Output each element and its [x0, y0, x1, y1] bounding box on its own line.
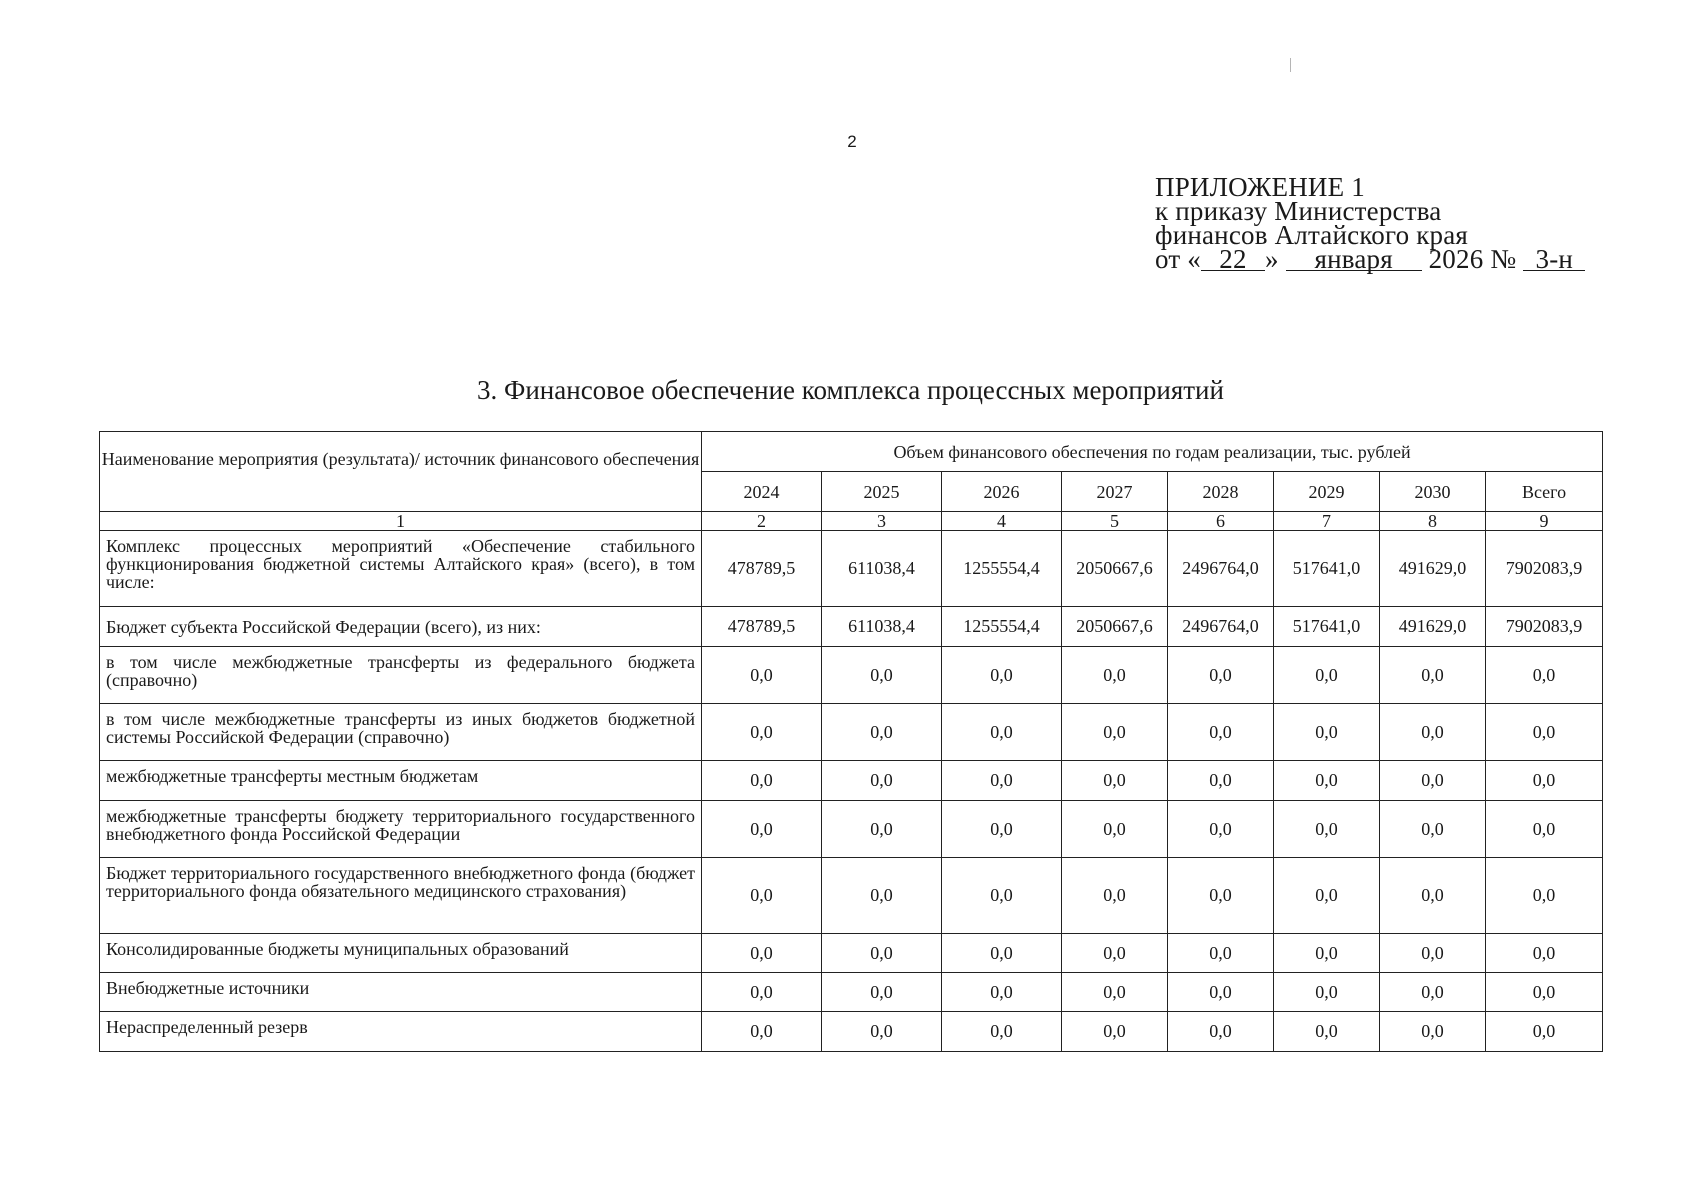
row-name: межбюджетные трансферты местным бюджетам: [100, 761, 702, 801]
column-number: 5: [1062, 512, 1168, 531]
row-name: Консолидированные бюджеты муниципальных образований: [100, 934, 702, 973]
cell-value: 0,0: [1486, 801, 1603, 858]
cell-value: 0,0: [1380, 934, 1486, 973]
row-name: в том числе межбюджетные трансферты из федерального бюджета (справочно): [100, 647, 702, 704]
cell-value: 0,0: [1062, 973, 1168, 1012]
annex-month: января: [1286, 248, 1422, 271]
cell-value: 0,0: [942, 761, 1062, 801]
table-row: [100, 607, 1603, 647]
cell-value: 1255554,4: [942, 607, 1062, 647]
row-name: Бюджет субъекта Российской Федерации (всего), из них:: [100, 607, 702, 647]
cell-value: 0,0: [942, 858, 1062, 934]
cell-value: 0,0: [1274, 973, 1380, 1012]
annex-date-line: [1155, 244, 1585, 274]
cell-value: 0,0: [822, 934, 942, 973]
column-number-row: [100, 512, 1603, 531]
cell-value: 0,0: [1486, 934, 1603, 973]
cell-value: 0,0: [822, 647, 942, 704]
cell-value: 0,0: [942, 973, 1062, 1012]
cell-value: 0,0: [1274, 801, 1380, 858]
cell-value: 0,0: [1062, 801, 1168, 858]
annex-line-2: финансов Алтайского края: [1155, 220, 1469, 250]
cell-value: 0,0: [1168, 934, 1274, 973]
cell-value: 0,0: [1486, 761, 1603, 801]
cell-value: 0,0: [1380, 647, 1486, 704]
cell-value: 1255554,4: [942, 531, 1062, 607]
cell-value: 478789,5: [702, 531, 822, 607]
year-header: 2028: [1168, 472, 1274, 512]
cell-value: 0,0: [1486, 858, 1603, 934]
cell-value: 0,0: [1380, 801, 1486, 858]
cell-value: 0,0: [1486, 973, 1603, 1012]
cell-value: 0,0: [822, 801, 942, 858]
cell-value: 0,0: [1274, 647, 1380, 704]
cell-value: 0,0: [1062, 934, 1168, 973]
cell-value: 0,0: [942, 1012, 1062, 1052]
cell-value: 0,0: [942, 801, 1062, 858]
cell-value: 0,0: [1168, 647, 1274, 704]
cell-value: 0,0: [1274, 858, 1380, 934]
year-header: 2027: [1062, 472, 1168, 512]
row-name: Внебюджетные источники: [100, 973, 702, 1012]
cell-value: 2496764,0: [1168, 531, 1274, 607]
table-header: [100, 432, 1603, 531]
table-row: [100, 761, 1603, 801]
annex-date-prefix: от «: [1155, 244, 1201, 274]
table-body: [100, 531, 1603, 1052]
annex-date-mid: »: [1265, 244, 1279, 274]
year-header: 2030: [1380, 472, 1486, 512]
section-title: 3. Финансовое обеспечение комплекса процессных мероприятий: [477, 375, 1224, 405]
cell-value: 7902083,9: [1486, 531, 1603, 607]
year-header: 2029: [1274, 472, 1380, 512]
cell-value: 0,0: [702, 1012, 822, 1052]
cell-value: 0,0: [702, 647, 822, 704]
cell-value: 0,0: [702, 858, 822, 934]
cell-value: 2050667,6: [1062, 531, 1168, 607]
cell-value: 0,0: [1380, 973, 1486, 1012]
annex-year-no: 2026 №: [1428, 244, 1517, 274]
cell-value: 0,0: [1168, 761, 1274, 801]
cell-value: 491629,0: [1380, 607, 1486, 647]
cell-value: 517641,0: [1274, 607, 1380, 647]
year-header: 2024: [702, 472, 822, 512]
cell-value: 478789,5: [702, 607, 822, 647]
cell-value: 0,0: [1380, 858, 1486, 934]
table-row: [100, 704, 1603, 761]
cell-value: 0,0: [702, 973, 822, 1012]
cell-value: 0,0: [822, 704, 942, 761]
cell-value: 0,0: [702, 704, 822, 761]
cell-value: 0,0: [1062, 647, 1168, 704]
cell-value: 611038,4: [822, 531, 942, 607]
cell-value: 0,0: [942, 934, 1062, 973]
cell-value: 0,0: [1168, 801, 1274, 858]
year-header: 2026: [942, 472, 1062, 512]
column-number: 2: [702, 512, 822, 531]
cell-value: 0,0: [1168, 1012, 1274, 1052]
row-name: Нераспределенный резерв: [100, 1012, 702, 1052]
header-volume-cell: Объем финансового обеспечения по годам реализации, тыс. рублей: [702, 432, 1603, 472]
cell-value: 0,0: [822, 761, 942, 801]
cell-value: 0,0: [1062, 704, 1168, 761]
row-name: Комплекс процессных мероприятий «Обеспечение стабильного функционирования бюджетной системы Алтайского края» (всего), в том числе:: [100, 531, 702, 607]
column-number: 7: [1274, 512, 1380, 531]
cell-value: 0,0: [822, 973, 942, 1012]
annex-title: ПРИЛОЖЕНИЕ 1: [1155, 172, 1365, 202]
cell-value: 0,0: [1486, 704, 1603, 761]
scan-mark: [1290, 58, 1291, 72]
annex-day: 22: [1201, 248, 1265, 271]
cell-value: 0,0: [822, 858, 942, 934]
cell-value: 0,0: [1168, 858, 1274, 934]
column-number: 9: [1486, 512, 1603, 531]
annex-block: [1155, 172, 1585, 274]
cell-value: 0,0: [702, 761, 822, 801]
table-row: [100, 858, 1603, 934]
total-header: Всего: [1486, 472, 1603, 512]
cell-value: 0,0: [1274, 761, 1380, 801]
row-name: Бюджет территориального государственного внебюджетного фонда (бюджет территориального фонда обязательного медицинского страхования): [100, 858, 702, 934]
table-row: [100, 1012, 1603, 1052]
column-number: 3: [822, 512, 942, 531]
cell-value: 0,0: [822, 1012, 942, 1052]
cell-value: 0,0: [1062, 1012, 1168, 1052]
cell-value: 0,0: [702, 934, 822, 973]
cell-value: 0,0: [1168, 704, 1274, 761]
cell-value: 0,0: [1062, 761, 1168, 801]
cell-value: 0,0: [1062, 858, 1168, 934]
column-number: 1: [100, 512, 702, 531]
cell-value: 0,0: [942, 704, 1062, 761]
header-name-cell: Наименование мероприятия (результата)/ источник финансового обеспечения: [100, 432, 702, 512]
cell-value: 0,0: [1274, 934, 1380, 973]
cell-value: 2496764,0: [1168, 607, 1274, 647]
annex-number: 3-н: [1523, 248, 1585, 271]
cell-value: 0,0: [702, 801, 822, 858]
cell-value: 0,0: [942, 647, 1062, 704]
cell-value: 0,0: [1380, 761, 1486, 801]
financing-table: [99, 431, 1603, 1052]
year-header: 2025: [822, 472, 942, 512]
row-name: межбюджетные трансферты бюджету территориального государственного внебюджетного фонда Российской Федерации: [100, 801, 702, 858]
cell-value: 7902083,9: [1486, 607, 1603, 647]
cell-value: 0,0: [1486, 1012, 1603, 1052]
cell-value: 0,0: [1380, 1012, 1486, 1052]
annex-line-1: к приказу Министерства: [1155, 196, 1442, 226]
column-number: 8: [1380, 512, 1486, 531]
table-row: [100, 973, 1603, 1012]
column-number: 6: [1168, 512, 1274, 531]
cell-value: 0,0: [1168, 973, 1274, 1012]
cell-value: 0,0: [1274, 1012, 1380, 1052]
table-row: [100, 531, 1603, 607]
table-row: [100, 934, 1603, 973]
cell-value: 2050667,6: [1062, 607, 1168, 647]
cell-value: 0,0: [1274, 704, 1380, 761]
cell-value: 517641,0: [1274, 531, 1380, 607]
page-number: 2: [847, 132, 857, 151]
cell-value: 611038,4: [822, 607, 942, 647]
cell-value: 0,0: [1380, 704, 1486, 761]
table-row: [100, 647, 1603, 704]
cell-value: 0,0: [1486, 647, 1603, 704]
cell-value: 491629,0: [1380, 531, 1486, 607]
column-number: 4: [942, 512, 1062, 531]
table-row: [100, 801, 1603, 858]
row-name: в том числе межбюджетные трансферты из иных бюджетов бюджетной системы Российской Федерации (справочно): [100, 704, 702, 761]
